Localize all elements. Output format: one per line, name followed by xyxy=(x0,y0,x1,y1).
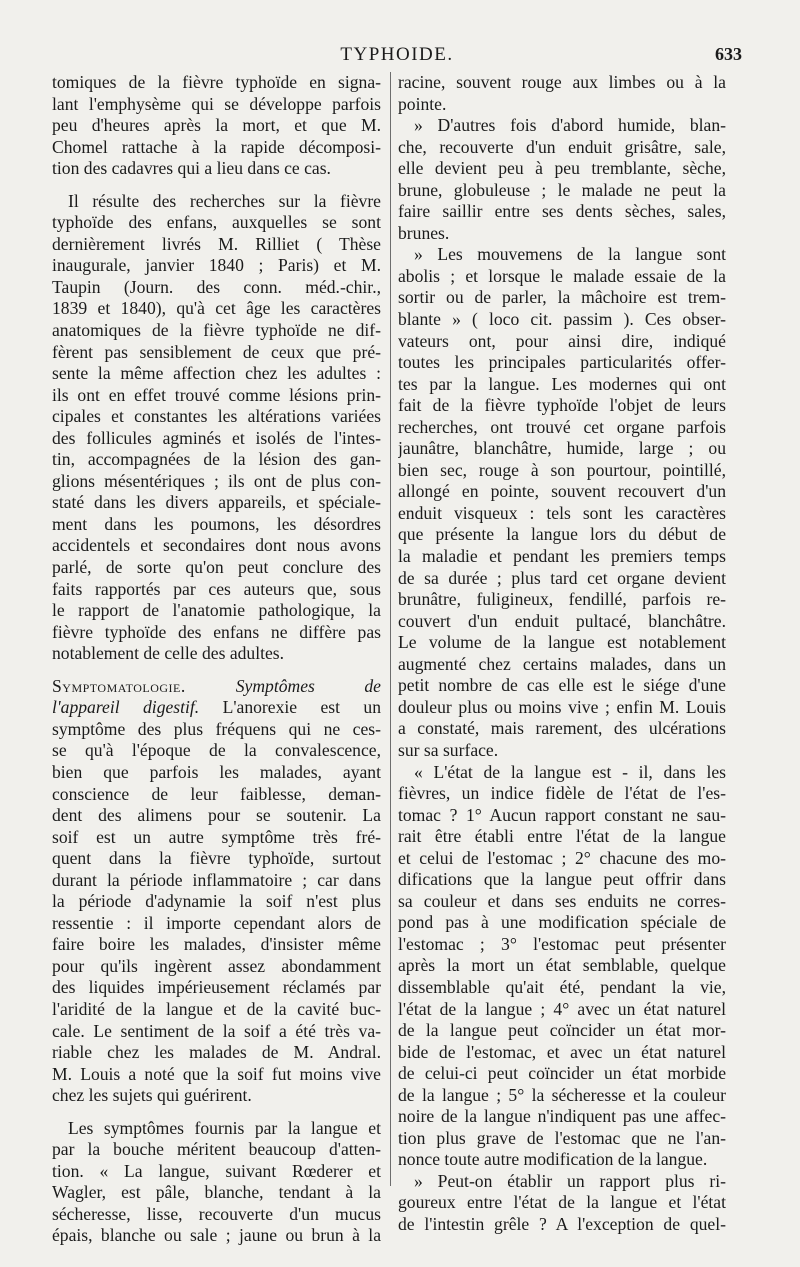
text-line: après la mort un état semblable, quelque xyxy=(398,955,726,976)
text-line: » Les mouvemens de la langue sont xyxy=(414,244,726,265)
text-line: pond pas à une modification spéciale de xyxy=(398,912,726,933)
text-line: notablement de celle des adultes. xyxy=(52,643,285,664)
text-line: bien sec, rouge à son pourtour, pointillé, xyxy=(398,459,726,480)
text-line: fèrent pas sensiblement de ceux que pré- xyxy=(52,341,381,362)
text-line: par la bouche méritent beaucoup d'atten- xyxy=(52,1139,381,1160)
text-line: accidentels et secondaires dont nous avons xyxy=(52,535,381,556)
text-line: riable chez les malades de M. Andral. xyxy=(52,1042,381,1063)
text-line: elle devient peu à peu tremblante, sèche, xyxy=(398,158,726,179)
text-line: que présente la langue lors du début de xyxy=(398,524,726,545)
text-line: fait de la fièvre typhoïde l'objet de leurs xyxy=(398,395,726,416)
text-line: la période d'adynamie la soif n'est plus xyxy=(52,891,381,912)
text-line: cipales et constantes les altérations variées xyxy=(52,406,381,427)
text-line: « L'état de la langue est - il, dans les xyxy=(414,761,726,782)
text-line: bien que parfois les malades, ayant xyxy=(52,761,381,782)
text-line: staté dans les divers appareils, et spéciale- xyxy=(52,492,381,513)
text-line: couvert d'un enduit pultacé, blanchâtre. xyxy=(398,610,726,631)
text-line: recherches, ont trouvé cet organe parfois xyxy=(398,416,726,437)
text-line: se qu'à l'époque de la convalescence, xyxy=(52,740,381,761)
text-line: de sa durée ; plus tard cet organe devient xyxy=(398,567,726,588)
text-line: l'estomac ; 3° l'estomac peut présenter xyxy=(398,933,726,954)
left-column xyxy=(52,72,381,1247)
text-line: che, recouverte d'un enduit grisâtre, sale, xyxy=(398,136,726,157)
text-line: difications que la langue peut offrir dans xyxy=(398,869,726,890)
text-line: l'état de la langue ; 4° avec un état naturel xyxy=(398,998,726,1019)
text-line: petit nombre de cas elle est le siége d'une xyxy=(398,675,726,696)
text-line: peu d'heures après la mort, et que M. xyxy=(52,115,381,136)
text-line: le rapport de l'anatomie pathologique, la xyxy=(52,600,381,621)
text-line: M. Louis a noté que la soif fut moins vive xyxy=(52,1063,381,1084)
text-line: Symptomatologie. Symptômes de xyxy=(52,675,381,696)
text-line: de la langue peut coïncider un état mor- xyxy=(398,1020,726,1041)
text-line: pointe. xyxy=(398,93,447,114)
text-line: jaunâtre, blanchâtre, humide, large ; ou xyxy=(398,438,726,459)
text-line: sente la même affection chez les adultes : xyxy=(52,363,381,384)
paragraph xyxy=(52,72,381,180)
paragraph xyxy=(398,762,726,1171)
running-title: TYPHOIDE. xyxy=(340,44,454,65)
text-line: » D'autres fois d'abord humide, blan- xyxy=(414,115,726,136)
text-line: conscience de leur faiblesse, deman- xyxy=(52,783,381,804)
text-line: symptôme des plus fréquens qui ne ces- xyxy=(52,718,381,739)
text-line: ils ont en effet trouvé comme lésions prin- xyxy=(52,384,381,405)
text-line: sur sa surface. xyxy=(398,739,499,760)
text-line: faits rapportés par ces auteurs que, sous xyxy=(52,578,381,599)
text-line: brunes. xyxy=(398,222,450,243)
text-line: pour qu'ils ingèrent assez abondamment xyxy=(52,955,381,976)
paragraph-gap xyxy=(52,180,381,191)
text-line: Chomel rattache à la rapide décomposi- xyxy=(52,136,381,157)
text-line: Taupin (Journ. des conn. méd.-chir., xyxy=(52,276,381,297)
text-line: augmenté chez certains malades, dans un xyxy=(398,653,726,674)
page-header xyxy=(52,44,742,70)
text-line: et celui de l'estomac ; 2° chacune des mo- xyxy=(398,847,726,868)
text-line: sortir ou de parler, la mâchoire est trem- xyxy=(398,287,726,308)
text-line: épais, blanche ou sale ; jaune ou brun à la xyxy=(52,1225,381,1246)
paragraph xyxy=(52,191,381,665)
text-line: Wagler, est pâle, blanche, tendant à la xyxy=(52,1182,381,1203)
text-line: toutes les principales particularités offer- xyxy=(398,352,726,373)
text-line: » Peut-on établir un rapport plus ri- xyxy=(414,1170,726,1191)
text-line: dent des alimens pour se soutenir. La xyxy=(52,805,381,826)
text-line: blante » ( loco cit. passim ). Ces obser- xyxy=(398,309,726,330)
text-line: de la langue ; 5° la sécheresse et la couleur xyxy=(398,1084,726,1105)
text-line: abolis ; et lorsque le malade essaie de la xyxy=(398,265,726,286)
column-divider xyxy=(390,72,391,1186)
paragraph-gap xyxy=(52,665,381,676)
text-line: ment dans les poumons, les désordres xyxy=(52,513,381,534)
text-line: vateurs ont, pour ainsi dire, indiqué xyxy=(398,330,726,351)
paragraph xyxy=(52,1118,381,1247)
text-line: tes par la langue. Les modernes qui ont xyxy=(398,373,726,394)
text-line: des follicules agminés et isolés de l'intes- xyxy=(52,427,381,448)
text-line: sa couleur et dans ses enduits ne corres- xyxy=(398,890,726,911)
text-line: quent dans la fièvre typhoïde, surtout xyxy=(52,848,381,869)
text-line: cale. Le sentiment de la soif a été très va- xyxy=(52,1020,381,1041)
text-line: rait être établi entre l'état de la langue xyxy=(398,826,726,847)
text-line: 1839 et 1840), qu'à cet âge les caractères xyxy=(52,298,381,319)
paragraph xyxy=(398,115,726,244)
text-line: faire saillir entre ses dents sèches, sales, xyxy=(398,201,726,222)
text-line: sécheresse, lisse, recouverte d'un mucus xyxy=(52,1203,381,1224)
text-line: dissemblable qu'ait été, pendant la vie, xyxy=(398,976,726,997)
text-line: enduit visqueux : tels sont les caractères xyxy=(398,502,726,523)
text-line: anatomiques de la fièvre typhoïde ne dif- xyxy=(52,320,381,341)
paragraph xyxy=(398,72,726,115)
text-line: brunâtre, fuligineux, fendillé, parfois re- xyxy=(398,589,726,610)
text-line: faire boire les malades, d'insister même xyxy=(52,934,381,955)
text-line: fièvres, un indice fidèle de l'état de l'es- xyxy=(398,783,726,804)
text-line: allongé en pointe, souvent recouvert d'un xyxy=(398,481,726,502)
text-line: tion des cadavres qui a lieu dans ce cas. xyxy=(52,158,331,179)
paragraph xyxy=(398,244,726,761)
text-line: racine, souvent rouge aux limbes ou à la xyxy=(398,72,726,92)
text-line: goureux entre l'état de la langue et l'état xyxy=(398,1192,726,1213)
text-line: inaugurale, janvier 1840 ; Paris) et M. xyxy=(52,255,381,276)
text-line: soif est un autre symptôme très fré- xyxy=(52,826,381,847)
text-line: tion. « La langue, suivant Rœderer et xyxy=(52,1160,381,1181)
text-line: bide de l'estomac, et avec un état naturel xyxy=(398,1041,726,1062)
text-line: tin, accompagnées de la lésion des gan- xyxy=(52,449,381,470)
text-line: la maladie et pendant les premiers temps xyxy=(398,546,726,567)
text-line: l'appareil digestif. L'anorexie est un xyxy=(52,697,381,718)
text-line: Il résulte des recherches sur la fièvre xyxy=(68,190,381,211)
text-line: douleur plus ou moins vive ; enfin M. Louis xyxy=(398,696,726,717)
text-line: noire de la langue n'indiquent pas une affec- xyxy=(398,1106,726,1127)
section-paragraph xyxy=(52,676,381,1107)
text-line: tomiques de la fièvre typhoïde en signa- xyxy=(52,72,381,92)
paragraph-gap xyxy=(52,1107,381,1118)
text-line: tion plus grave de l'estomac que ne l'an- xyxy=(398,1127,726,1148)
right-column xyxy=(398,72,726,1236)
text-line: chez les sujets qui guérirent. xyxy=(52,1085,252,1106)
text-line: durant la période inflammatoire ; car dans xyxy=(52,869,381,890)
text-line: ressentie : il importe cependant alors de xyxy=(52,912,381,933)
text-line: de l'intestin grêle ? A l'exception de quel- xyxy=(398,1213,726,1234)
text-line: glions mésentériques ; ils ont de plus con- xyxy=(52,470,381,491)
text-line: l'aridité de la langue et de la cavité buc- xyxy=(52,998,381,1019)
paragraph xyxy=(398,1171,726,1236)
text-line: Le volume de la langue est notablement xyxy=(398,632,726,653)
text-line: des liquides impérieusement réclamés par xyxy=(52,977,381,998)
text-line: nonce toute autre modification de la langue. xyxy=(398,1149,708,1170)
text-line: fièvre typhoïde des enfans ne diffère pas xyxy=(52,621,381,642)
text-line: dernièrement livrés M. Rilliet ( Thèse xyxy=(52,233,381,254)
text-line: a constaté, mais rarement, des ulcérations xyxy=(398,718,726,739)
text-line: tomac ? 1° Aucun rapport constant ne sau- xyxy=(398,804,726,825)
page-number: 633 xyxy=(715,44,742,64)
text-line: lant l'emphysème qui se développe parfois xyxy=(52,93,381,114)
text-line: parlé, de sorte qu'on peut conclure des xyxy=(52,557,381,578)
text-line: typhoïde des enfans, auxquelles se sont xyxy=(52,212,381,233)
text-line: Les symptômes fournis par la langue et xyxy=(68,1117,381,1138)
text-line: brune, globuleuse ; le malade ne peut la xyxy=(398,179,726,200)
text-line: de celui-ci peut coïncider un état morbide xyxy=(398,1063,726,1084)
